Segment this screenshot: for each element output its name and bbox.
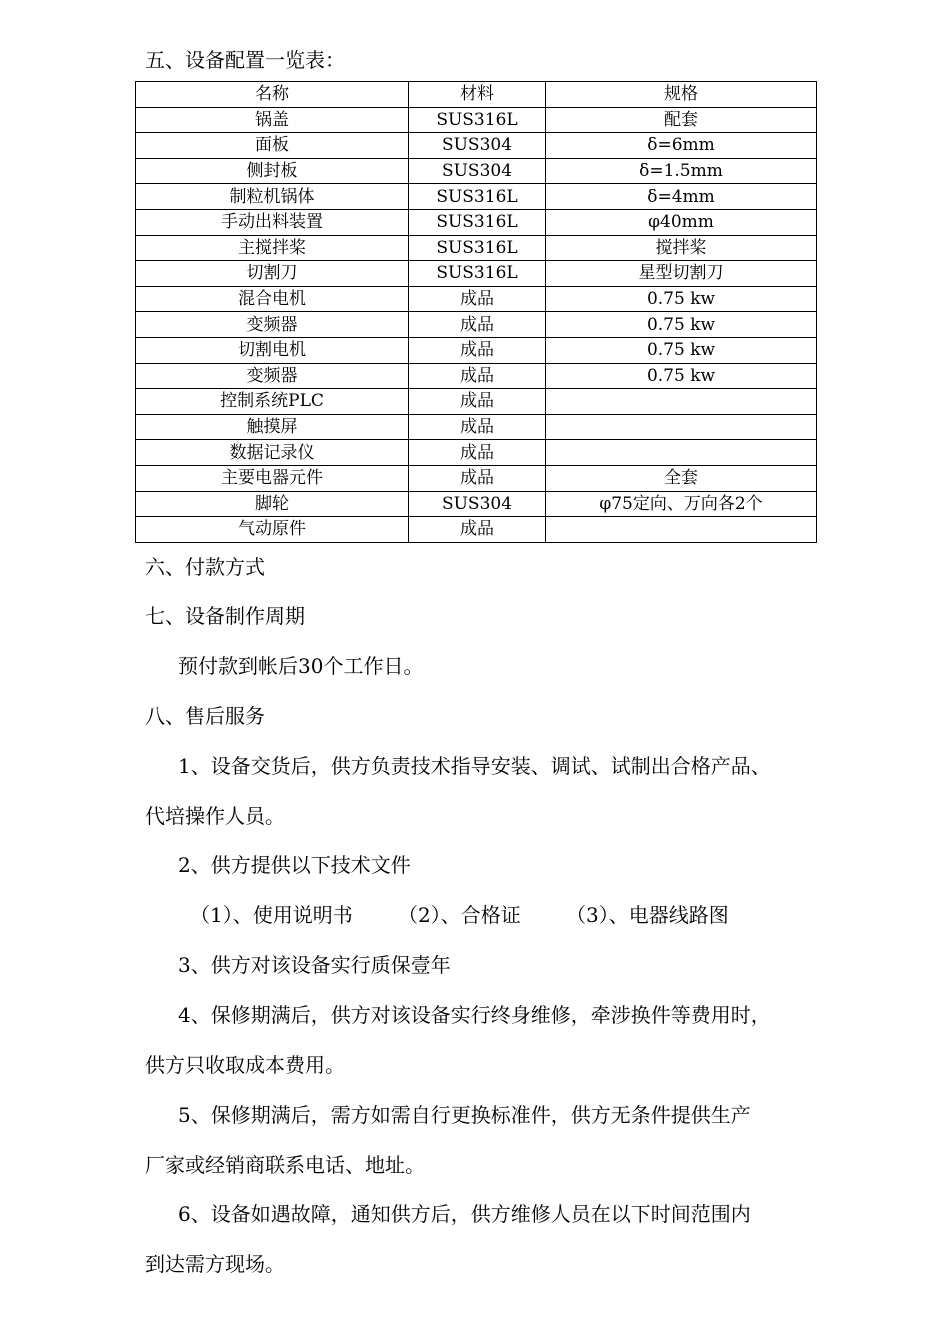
cell-spec: δ=1.5mm <box>546 158 817 184</box>
cell-material: 成品 <box>409 389 546 415</box>
table-row <box>136 465 817 491</box>
cell-spec <box>546 414 817 440</box>
cell-name: 数据记录仪 <box>136 440 409 466</box>
cell-material: SUS304 <box>409 491 546 517</box>
service-item-4-line2: 供方只收取成本费用。 <box>145 1053 345 1077</box>
cell-name: 控制系统PLC <box>136 389 409 415</box>
section6-title: 六、付款方式 <box>145 555 265 579</box>
table-row <box>136 133 817 159</box>
cell-name: 切割电机 <box>136 337 409 363</box>
cell-spec <box>546 389 817 415</box>
table-header-row <box>136 82 817 108</box>
table-row <box>136 158 817 184</box>
table-row <box>136 389 817 415</box>
cell-material: 成品 <box>409 337 546 363</box>
cell-spec: 配套 <box>546 107 817 133</box>
cell-name: 锅盖 <box>136 107 409 133</box>
cell-name: 气动原件 <box>136 517 409 543</box>
cell-spec: 0.75 kw <box>546 363 817 389</box>
section7-title: 七、设备制作周期 <box>145 604 305 628</box>
table-row <box>136 286 817 312</box>
cell-spec: φ75定向、万向各2个 <box>546 491 817 517</box>
table-row <box>136 414 817 440</box>
cell-name: 变频器 <box>136 363 409 389</box>
table-row <box>136 440 817 466</box>
section7-body: 预付款到帐后30个工作日。 <box>178 654 424 678</box>
service-item-6-line1: 6、设备如遇故障，通知供方后，供方维修人员在以下时间范围内 <box>178 1202 751 1226</box>
cell-material: SUS316L <box>409 184 546 210</box>
cell-name: 手动出料装置 <box>136 209 409 235</box>
cell-spec: 0.75 kw <box>546 312 817 338</box>
table-row <box>136 261 817 287</box>
cell-material: 成品 <box>409 465 546 491</box>
cell-name: 制粒机锅体 <box>136 184 409 210</box>
table-row <box>136 517 817 543</box>
header-material: 材料 <box>409 82 546 108</box>
table-row <box>136 363 817 389</box>
cell-name: 变频器 <box>136 312 409 338</box>
equipment-config-table <box>135 81 817 543</box>
service-item-3: 3、供方对该设备实行质保壹年 <box>178 953 451 977</box>
cell-material: 成品 <box>409 440 546 466</box>
table-row <box>136 235 817 261</box>
tech-doc-2: （2）、合格证 <box>398 903 521 927</box>
service-item-2: 2、供方提供以下技术文件 <box>178 853 411 877</box>
cell-spec: δ=6mm <box>546 133 817 159</box>
cell-spec <box>546 440 817 466</box>
service-item-6-line2: 到达需方现场。 <box>145 1252 285 1276</box>
cell-material: 成品 <box>409 286 546 312</box>
cell-spec: 星型切割刀 <box>546 261 817 287</box>
service-item-1-line1: 1、设备交货后，供方负责技术指导安装、调试、试制出合格产品、 <box>178 754 771 778</box>
section8-title: 八、售后服务 <box>145 704 265 728</box>
cell-material: SUS304 <box>409 133 546 159</box>
tech-doc-1: （1）、使用说明书 <box>190 903 353 927</box>
cell-material: SUS316L <box>409 209 546 235</box>
service-item-1-line2: 代培操作人员。 <box>145 804 285 828</box>
cell-material: SUS304 <box>409 158 546 184</box>
cell-material: 成品 <box>409 312 546 338</box>
table-row <box>136 107 817 133</box>
cell-material: SUS316L <box>409 235 546 261</box>
cell-name: 侧封板 <box>136 158 409 184</box>
cell-name: 混合电机 <box>136 286 409 312</box>
cell-material: 成品 <box>409 517 546 543</box>
tech-doc-3: （3）、电器线路图 <box>566 903 729 927</box>
cell-name: 主搅拌桨 <box>136 235 409 261</box>
cell-material: SUS316L <box>409 107 546 133</box>
cell-spec: 全套 <box>546 465 817 491</box>
cell-material: 成品 <box>409 363 546 389</box>
service-item-4-line1: 4、保修期满后，供方对该设备实行终身维修，牵涉换件等费用时， <box>178 1003 771 1027</box>
table-row <box>136 184 817 210</box>
cell-spec: δ=4mm <box>546 184 817 210</box>
cell-material: SUS316L <box>409 261 546 287</box>
cell-material: 成品 <box>409 414 546 440</box>
cell-spec: 0.75 kw <box>546 337 817 363</box>
cell-name: 主要电器元件 <box>136 465 409 491</box>
service-item-5-line2: 厂家或经销商联系电话、地址。 <box>145 1153 425 1177</box>
cell-name: 触摸屏 <box>136 414 409 440</box>
table-row <box>136 312 817 338</box>
service-item-5-line1: 5、保修期满后，需方如需自行更换标准件，供方无条件提供生产 <box>178 1103 751 1127</box>
cell-name: 面板 <box>136 133 409 159</box>
header-spec: 规格 <box>546 82 817 108</box>
cell-name: 切割刀 <box>136 261 409 287</box>
table-row <box>136 337 817 363</box>
cell-spec <box>546 517 817 543</box>
table-row <box>136 491 817 517</box>
cell-spec: φ40mm <box>546 209 817 235</box>
cell-name: 脚轮 <box>136 491 409 517</box>
cell-spec: 搅拌桨 <box>546 235 817 261</box>
section5-title: 五、设备配置一览表： <box>145 48 345 72</box>
table-row <box>136 209 817 235</box>
header-name: 名称 <box>136 82 409 108</box>
cell-spec: 0.75 kw <box>546 286 817 312</box>
